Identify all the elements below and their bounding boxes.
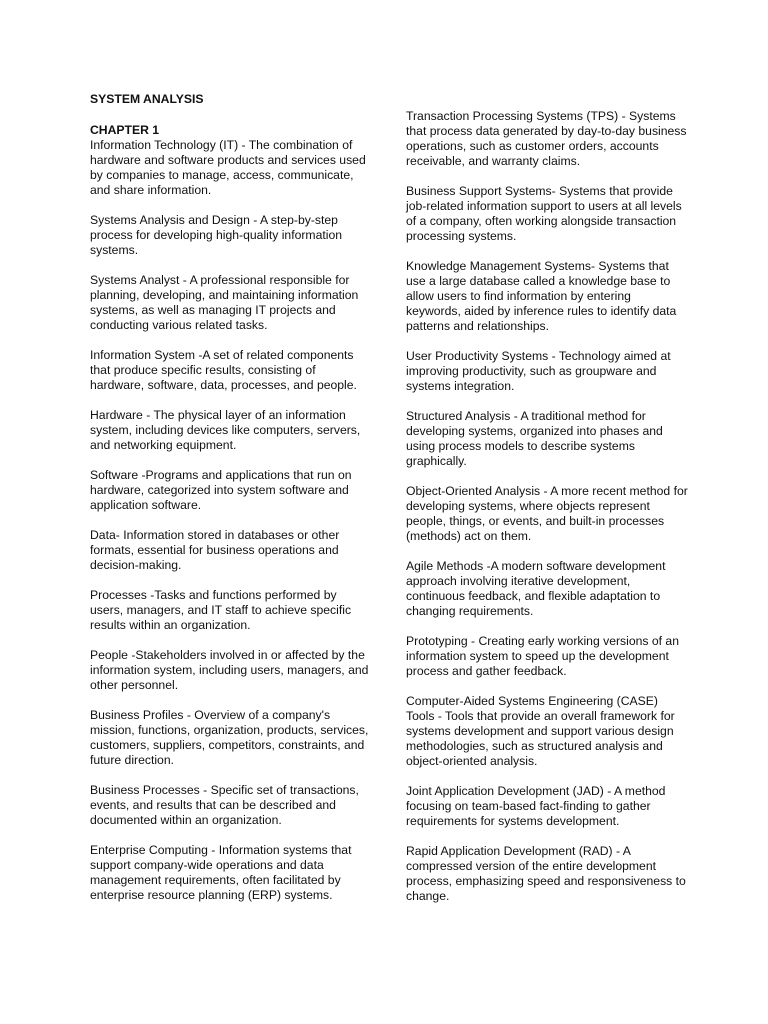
definition-entry: Systems Analyst - A professional responsible for planning, developing, and maintaining information systems, as well as managing IT projects and conducting various related tasks. — [90, 273, 359, 332]
definition-entry: Computer-Aided Systems Engineering (CASE) Tools - Tools that provide an overall framework for systems development and support various design methodologies, such as structured analysis and object-oriented analysis. — [406, 694, 675, 768]
definition-entry: Prototyping - Creating early working versions of an information system to speed up the development process and gather feedback. — [406, 634, 679, 678]
document-title: SYSTEM ANALYSIS — [90, 92, 204, 106]
definition-entry: Agile Methods -A modern software development approach involving iterative development, continuous feedback, and flexible adaptation to changing requirements. — [406, 559, 666, 618]
definition-entry: Systems Analysis and Design - A step-by-step process for developing high-quality information systems. — [90, 213, 343, 257]
definition-entry: People -Stakeholders involved in or affected by the information system, including users, managers, and other personnel. — [90, 648, 369, 692]
definition-entry: Processes -Tasks and functions performed by users, managers, and IT staff to achieve specific results within an organization. — [90, 588, 352, 632]
definition-entry: Business Support Systems- Systems that provide job-related information support to users at all levels of a company, often working alongside transaction processing systems. — [406, 184, 682, 243]
definition-entry: Information Technology (IT) - The combination of hardware and software products and services used by companies to manage, access, communicate, and share information. — [90, 138, 366, 197]
definition-entry: Joint Application Development (JAD) - A method focusing on team-based fact-finding to gather requirements for systems development. — [406, 784, 666, 828]
definition-entry: Transaction Processing Systems (TPS) - Systems that process data generated by day-to-day business operations, such as customer orders, accounts receivable, and warranty claims. — [406, 109, 687, 168]
definition-entry: Rapid Application Development (RAD) - A compressed version of the entire development process, emphasizing speed and responsiveness to change. — [406, 844, 686, 903]
left-column — [90, 92, 372, 918]
definition-entry: Enterprise Computing - Information systems that support company-wide operations and data management requirements, often facilitated by enterprise resource planning (ERP) systems. — [90, 843, 352, 902]
definition-entry: Business Profiles - Overview of a company's mission, functions, organization, products, services, customers, suppliers, competitors, constraints, and future direction. — [90, 708, 369, 767]
definition-entry: User Productivity Systems - Technology aimed at improving productivity, such as groupware and systems integration. — [406, 349, 671, 393]
definition-entry: Information System -A set of related components that produce specific results, consisting of hardware, software, data, processes, and people. — [90, 348, 357, 392]
definition-entry: Data- Information stored in databases or other formats, essential for business operations and decision-making. — [90, 528, 340, 572]
right-column — [406, 109, 688, 919]
definition-entry: Business Processes - Specific set of transactions, events, and results that can be described and documented within an organization. — [90, 783, 359, 827]
definition-entry: Structured Analysis - A traditional method for developing systems, organized into phases and using process models to describe systems graphically. — [406, 409, 663, 468]
definition-entry: Knowledge Management Systems- Systems that use a large database called a knowledge base to allow users to find information by entering keywords, aided by inference rules to identify data patterns and relationships. — [406, 259, 677, 333]
chapter-heading: CHAPTER 1 — [90, 123, 160, 137]
definition-entry: Object-Oriented Analysis - A more recent method for developing systems, where objects represent people, things, or events, and built-in processes (methods) act on them. — [406, 484, 688, 543]
definition-entry: Hardware - The physical layer of an information system, including devices like computers, servers, and networking equipment. — [90, 408, 361, 452]
definition-entry: Software -Programs and applications that run on hardware, categorized into system software and application software. — [90, 468, 352, 512]
